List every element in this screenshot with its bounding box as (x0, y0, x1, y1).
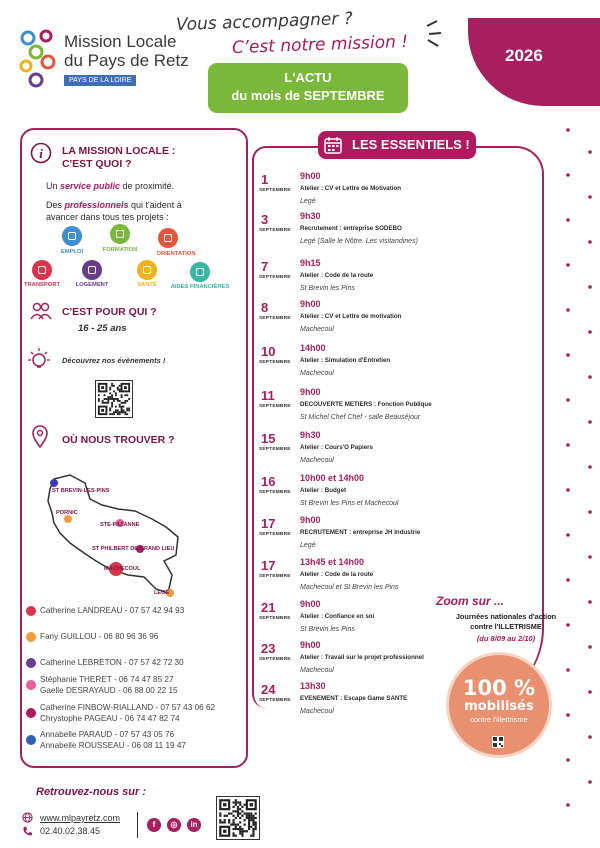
event-time: 13h30 (300, 681, 326, 691)
event-time: 10h00 et 14h00 (300, 473, 365, 483)
event-day: 24 (261, 682, 276, 697)
actu-month: du mois de SEPTEMBRE (231, 88, 385, 103)
service-sant--label: SANTÉ (137, 282, 157, 288)
event-title: Atelier : Code de la route (300, 272, 374, 279)
event-month: SEPTEMBRE (259, 404, 291, 409)
event-place: Legé (300, 542, 316, 549)
map-marker-pornic (64, 515, 72, 523)
event-day: 23 (261, 641, 276, 656)
event-time: 9h30 (300, 211, 321, 221)
event-title: Atelier : Budget (300, 487, 347, 494)
contact-line: Catherine LEBRETON - 07 57 42 72 30 (40, 658, 184, 667)
essentials-title: LES ESSENTIELS ! (352, 137, 470, 152)
instagram-icon[interactable]: ◎ (167, 818, 181, 832)
event-title: EVENEMENT : Escape Game SANTE (300, 695, 408, 702)
service-sant--glyph (143, 266, 151, 274)
event-place: Machecoul (300, 370, 334, 377)
event-month: SEPTEMBRE (259, 275, 291, 280)
footer-qr-code-icon[interactable] (216, 796, 260, 840)
contact-line: Annabelle ROUSSEAU - 06 08 11 19 47 (40, 741, 186, 750)
event-place: Machecoul (300, 457, 334, 464)
contact-line: Annabelle PARAUD - 07 57 43 05 76 (40, 730, 175, 739)
event-title: Atelier : CV et Lettre de Motivation (300, 185, 402, 192)
map-label-ste-pazanne: STE-PAZANNE (100, 522, 140, 528)
zoom-dates: (du 8/09 au 2/10) (476, 634, 536, 643)
about-description-line-2: avancer dans tous tes projets : (46, 212, 169, 222)
people-icon (30, 302, 52, 320)
footer-divider (137, 812, 138, 838)
contact-entry (40, 657, 184, 668)
service-logement-label: LOGEMENT (75, 282, 109, 288)
facebook-icon[interactable]: f (147, 818, 161, 832)
event-month: SEPTEMBRE (259, 490, 291, 495)
essentials-header (318, 131, 476, 159)
event-time: 13h45 et 14h00 (300, 557, 365, 567)
event-place: Machecoul (300, 667, 334, 674)
map-marker-st-brevin (50, 479, 58, 487)
year-label: 2026 (505, 46, 543, 65)
where-title: OÙ NOUS TROUVER ? (62, 434, 175, 446)
zoom-line-1: Journées nationales d'action (455, 612, 557, 621)
badge-percentage: 100 % (462, 676, 536, 700)
contact-entry (40, 674, 178, 696)
contact-line: Gaelle DESRAYAUD - 06 88 00 22 15 (40, 686, 178, 695)
contact-color-dot (26, 632, 36, 642)
org-line-2: du Pays de Retz (64, 51, 189, 70)
phone-number: 02.40.02.38.45 (40, 826, 101, 836)
map-label-machecoul: MACHECOUL (104, 566, 141, 572)
event-month: SEPTEMBRE (259, 228, 291, 233)
event-place: Machecoul (300, 326, 334, 333)
event-time: 9h00 (300, 599, 321, 609)
decorative-dots (560, 110, 600, 840)
org-line-1: Mission Locale (64, 32, 177, 51)
zoom-title: Zoom sur ... (436, 594, 505, 608)
contact-entry (40, 605, 184, 616)
event-month: SEPTEMBRE (259, 698, 291, 703)
service-emploi-glyph (68, 232, 76, 240)
map-label-leg-: LEGÉ (154, 590, 170, 596)
event-time: 9h00 (300, 515, 321, 525)
contact-color-dot (26, 735, 36, 745)
actu-banner (208, 63, 408, 113)
event-day: 7 (261, 259, 269, 274)
event-place: St Michel Chef Chef - salle Beauséjour (300, 414, 421, 421)
service-public-emphasis: service public (60, 181, 121, 191)
service-logement-glyph (88, 266, 96, 274)
svg-text:i: i (39, 146, 43, 161)
event-place: Machecoul (300, 708, 334, 715)
event-day: 10 (261, 344, 276, 359)
event-month: SEPTEMBRE (259, 447, 291, 452)
professionnels-emphasis: professionnels (64, 200, 129, 210)
for-whom-title: C'EST POUR QUI ? (62, 306, 157, 318)
event-title: Recrutement : entreprise SODEBO (300, 225, 402, 232)
event-day: 15 (261, 431, 276, 446)
event-month: SEPTEMBRE (259, 360, 291, 365)
region-label: PAYS DE LA LOIRE (64, 75, 136, 86)
location-pin-icon (30, 425, 50, 449)
service-orientation-label: ORIENTATION (156, 251, 196, 257)
event-place: Legé (Salle le Nôtre. Les visitandines) (300, 238, 418, 245)
event-place: St Brevin les Pins (300, 285, 355, 292)
map-label-st-philbert-de-grand-lieu: ST PHILBERT DE GRAND LIEU (92, 546, 175, 552)
event-place: St Brevin les Pins et Machecoul (300, 500, 399, 507)
event-time: 9h00 (300, 171, 321, 181)
event-place: Legé (300, 198, 316, 205)
find-us-label: Retrouvez-nous sur : (36, 786, 147, 798)
event-time: 9h00 (300, 640, 321, 650)
actu-title: L'ACTU (284, 70, 332, 85)
contact-line: Stéphanie THERET - 06 74 47 85 27 (40, 675, 174, 684)
service-formation-label: FORMATION (102, 247, 138, 253)
organization-name (64, 32, 189, 70)
map-label-st-brevin-les-pins: ST BREVIN-LES-PINS (52, 488, 110, 494)
contact-color-dot (26, 606, 36, 616)
map-label-pornic: PORNIC (56, 510, 78, 516)
about-title-line-1: LA MISSION LOCALE : (62, 145, 176, 157)
lightbulb-icon (26, 347, 52, 373)
info-icon (30, 142, 52, 164)
event-title: RECRUTEMENT : entreprise JH Industrie (300, 529, 421, 536)
contact-line: Catherine FINBOW-RIALLAND - 07 57 43 06 62 (40, 703, 216, 712)
event-month: SEPTEMBRE (259, 316, 291, 321)
contact-entry (40, 702, 215, 724)
phone-icon (22, 826, 33, 837)
event-month: SEPTEMBRE (259, 657, 291, 662)
contact-color-dot (26, 658, 36, 668)
contact-color-dot (26, 708, 36, 718)
service-orientation-glyph (164, 234, 172, 242)
event-time: 9h30 (300, 430, 321, 440)
about-description: Des professionnels qui t'aident à avancer dans tous tes projets : (46, 200, 182, 222)
mission-locale-logo-icon (18, 28, 60, 90)
calendar-icon (323, 135, 343, 155)
zoom-description (436, 612, 576, 632)
about-intro: Un service public de proximité. (46, 181, 175, 191)
event-time: 9h00 (300, 387, 321, 397)
event-place: St Brevin les Pins (300, 626, 355, 633)
event-title: Atelier : CV et Lettre de motivation (300, 313, 402, 320)
event-day: 3 (261, 212, 269, 227)
globe-icon (22, 812, 33, 823)
event-title: Atelier : Confiance en soi (300, 613, 375, 620)
event-time: 9h00 (300, 299, 321, 309)
badge-word: mobilisés (464, 699, 534, 714)
event-day: 17 (261, 516, 276, 531)
service-aides-financi-res-glyph (196, 268, 204, 276)
event-title: Atelier : Cours'O Papiers (300, 444, 373, 451)
mission-locale-info-panel (20, 128, 248, 768)
event-month: SEPTEMBRE (259, 616, 291, 621)
event-day: 11 (261, 388, 275, 403)
event-month: SEPTEMBRE (259, 574, 291, 579)
event-day: 17 (261, 558, 276, 573)
event-day: 16 (261, 474, 276, 489)
tagline-answer: C’est notre mission ! (231, 31, 409, 59)
service-aides-financi-res-label: AIDES FINANCIÈRES (170, 284, 230, 290)
event-place: Machecoul et St Brevin les Pins (300, 584, 399, 591)
event-title: DECOUVERTE METIERS : Fonction Publique (300, 401, 432, 408)
contact-entry (40, 729, 186, 751)
website-link[interactable]: www.mlpayretz.com (40, 813, 121, 823)
age-range: 16 - 25 ans (78, 323, 127, 334)
contact-line: Catherine LANDREAU - 07 57 42 94 93 (40, 606, 185, 615)
event-month: SEPTEMBRE (259, 532, 291, 537)
emphasis-lines-icon (425, 20, 443, 48)
service-emploi-label: EMPLOI (60, 249, 84, 255)
event-title: Atelier : Travail sur le projet professionnel (300, 654, 424, 661)
event-day: 8 (261, 300, 269, 315)
contact-color-dot (26, 680, 36, 690)
contact-entry (40, 631, 158, 642)
events-qr-code-icon[interactable] (95, 380, 133, 418)
event-title: Atelier : Code de la route (300, 571, 374, 578)
service-transport-glyph (38, 266, 46, 274)
about-title (62, 145, 175, 171)
service-transport-label: TRANSPORT (23, 282, 61, 288)
event-title: Atelier : Simulation d'Entretien (300, 357, 391, 364)
event-time: 9h15 (300, 258, 321, 268)
event-month: SEPTEMBRE (259, 188, 291, 193)
badge-qr-code-icon (492, 736, 504, 748)
event-day: 1 (261, 172, 269, 187)
event-day: 21 (261, 600, 276, 615)
event-time: 14h00 (300, 343, 326, 353)
zoom-line-2: contre l'ILLETRISME (470, 622, 542, 631)
tagline-question: Vous accompagner ? (175, 8, 354, 36)
linkedin-icon[interactable]: in (187, 818, 201, 832)
about-title-line-2: C'EST QUOI ? (62, 158, 132, 170)
events-invite: Découvrez nos évènements ! (62, 356, 166, 365)
service-formation-glyph (116, 230, 124, 238)
contact-line: Chrystophe PAGEAU - 06 74 47 82 74 (40, 714, 180, 723)
territory-map (40, 465, 190, 600)
badge-subtitle: contre l'illettrisme (470, 715, 528, 724)
contact-line: Fany GUILLOU - 06 80 96 36 96 (40, 632, 159, 641)
